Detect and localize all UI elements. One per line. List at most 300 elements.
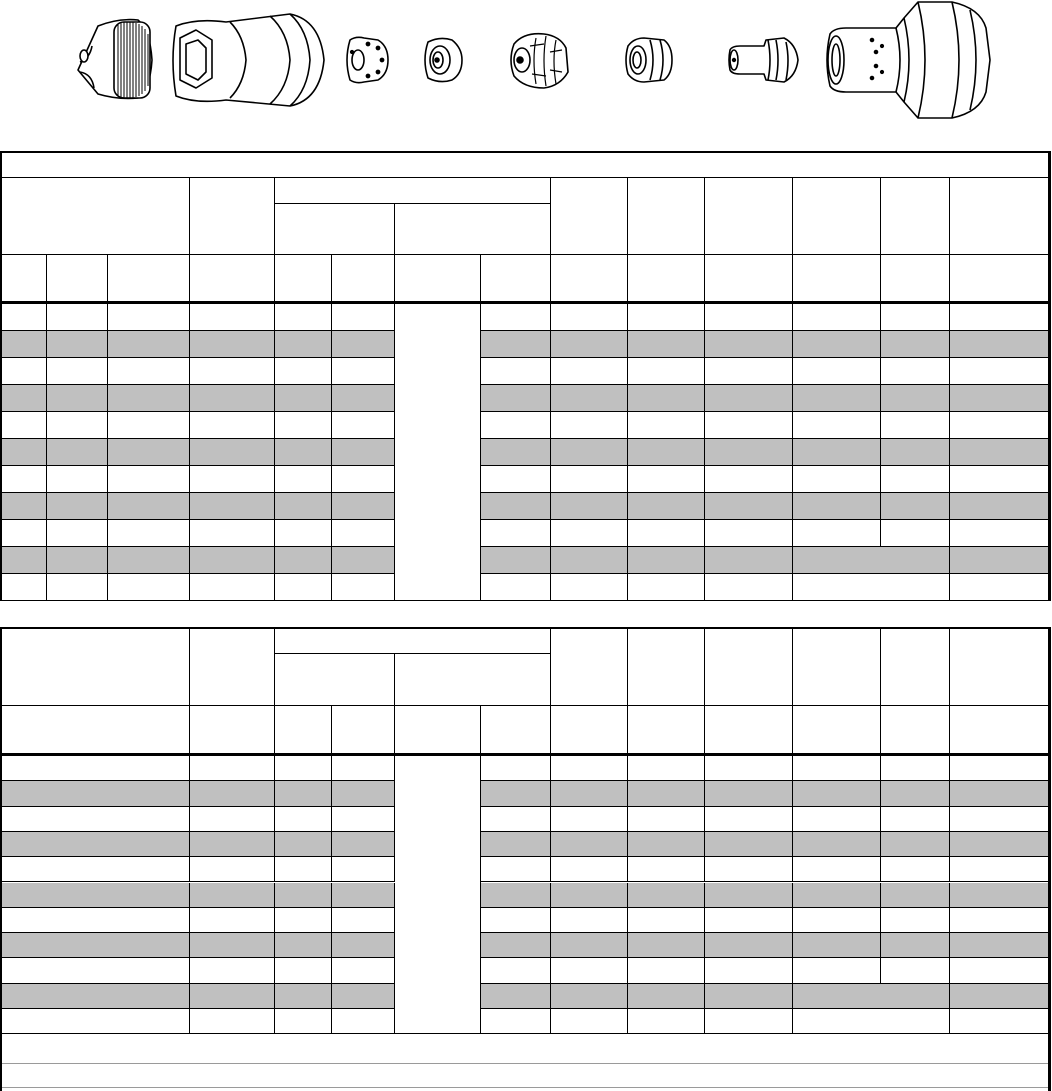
table-cell <box>793 574 950 601</box>
table-cell <box>793 908 881 933</box>
swirl-ring-part-icon <box>626 38 672 82</box>
retaining-cap-part-icon <box>173 14 324 106</box>
table-cell <box>551 958 628 983</box>
table-cell <box>332 807 395 832</box>
header-tall-cell <box>881 178 950 255</box>
table-cell <box>551 883 628 908</box>
table-cell <box>881 933 950 958</box>
footer-note <box>2 1064 1048 1088</box>
header-group-cell <box>190 178 275 255</box>
table-cell <box>47 331 108 358</box>
table-cell <box>108 520 190 547</box>
table-cell <box>108 493 190 520</box>
table-cell <box>793 781 881 806</box>
table-cell <box>950 412 1048 439</box>
table-cell <box>481 547 551 574</box>
header-unit-cell <box>332 706 395 756</box>
header-span-cell <box>275 629 551 654</box>
table-cell <box>108 547 190 574</box>
table-cell <box>950 1009 1048 1034</box>
header-unit-cell <box>881 255 950 304</box>
table-cell <box>481 908 551 933</box>
table-cell <box>108 439 190 466</box>
table-cell <box>275 520 332 547</box>
table-cell <box>47 304 108 331</box>
table-cell <box>628 857 705 882</box>
table-cell <box>190 958 275 983</box>
header-tall-cell <box>793 629 881 706</box>
table-cell <box>628 466 705 493</box>
table-cell <box>190 439 275 466</box>
header-unit-cell <box>108 255 190 304</box>
header-unit-cell <box>705 255 793 304</box>
table-cell <box>332 304 395 331</box>
table-cell <box>551 984 628 1009</box>
table-cell <box>275 439 332 466</box>
table-cell <box>950 756 1048 781</box>
shield-part-icon <box>78 20 152 99</box>
parts-illustration <box>0 0 1052 140</box>
table-cell <box>481 781 551 806</box>
header-unit-cell <box>793 706 881 756</box>
table-cell <box>332 781 395 806</box>
table-cell <box>793 385 881 412</box>
table-cell <box>881 832 950 857</box>
table-cell <box>881 520 950 547</box>
table-cell <box>2 547 47 574</box>
table-cell <box>2 908 190 933</box>
table-cell <box>481 807 551 832</box>
table-cell <box>551 466 628 493</box>
header-tall-cell <box>881 629 950 706</box>
header-unit-cell <box>628 255 705 304</box>
table-cell <box>705 832 793 857</box>
table-cell <box>190 807 275 832</box>
table-cell <box>275 304 332 331</box>
table-cell <box>551 807 628 832</box>
table-cell <box>2 883 190 908</box>
table-cell <box>950 331 1048 358</box>
table-cell <box>332 574 395 601</box>
table-cell <box>47 574 108 601</box>
table-cell <box>705 908 793 933</box>
table-cell <box>332 493 395 520</box>
table-cell <box>628 547 705 574</box>
table-cell <box>481 412 551 439</box>
table-cell <box>2 520 47 547</box>
table-cell <box>332 385 395 412</box>
table-cell <box>551 493 628 520</box>
table-cell <box>793 883 881 908</box>
table-cell <box>2 412 47 439</box>
table-cell <box>950 908 1048 933</box>
table-cell <box>481 304 551 331</box>
table-cell <box>705 574 793 601</box>
table-cell <box>628 781 705 806</box>
table-cell <box>950 933 1048 958</box>
table-cell <box>275 857 332 882</box>
table-cell <box>705 466 793 493</box>
table-cell <box>190 857 275 882</box>
table-cell <box>705 304 793 331</box>
header-unit-cell <box>551 706 628 756</box>
table-cell <box>190 781 275 806</box>
table-cell <box>793 933 881 958</box>
table-cell <box>628 756 705 781</box>
table-cell <box>190 933 275 958</box>
table-cell <box>332 908 395 933</box>
table-cell <box>275 331 332 358</box>
table-cell <box>275 958 332 983</box>
table-cell <box>793 493 881 520</box>
table-cell <box>2 439 47 466</box>
table-cell <box>275 1009 332 1034</box>
header-tall-cell <box>551 629 628 706</box>
table-cell <box>47 412 108 439</box>
table-cell <box>275 883 332 908</box>
table-cell <box>705 781 793 806</box>
table-cell <box>793 547 950 574</box>
torch-body-part-icon <box>827 2 990 118</box>
header-tall-cell <box>950 629 1048 706</box>
table-cell <box>2 466 47 493</box>
table-cell <box>190 358 275 385</box>
table-cell <box>881 857 950 882</box>
table-cell <box>793 520 881 547</box>
table-cell <box>275 493 332 520</box>
header-unit-cell <box>950 255 1048 304</box>
table-cell <box>332 958 395 983</box>
table-cell <box>108 574 190 601</box>
table-cell <box>332 520 395 547</box>
table-cell <box>881 331 950 358</box>
table-cell <box>332 358 395 385</box>
header-unit-cell <box>481 706 551 756</box>
table-cell <box>551 304 628 331</box>
table-title <box>2 153 1048 178</box>
table-cell <box>481 756 551 781</box>
table-cell <box>332 984 395 1009</box>
table-cell <box>793 439 881 466</box>
table-cell <box>47 547 108 574</box>
table-cell <box>275 781 332 806</box>
table-cell <box>881 358 950 385</box>
table-cell <box>628 958 705 983</box>
header-unit-cell <box>628 706 705 756</box>
table-cell <box>190 883 275 908</box>
table-cell <box>881 781 950 806</box>
nozzle-part-icon <box>511 34 568 88</box>
header-unit-cell <box>190 255 275 304</box>
table-cell <box>950 520 1048 547</box>
table-cell <box>190 574 275 601</box>
table-cell <box>793 857 881 882</box>
table-cell <box>332 412 395 439</box>
table-cell <box>793 466 881 493</box>
table-cell <box>275 412 332 439</box>
table-cell <box>47 466 108 493</box>
table-cell <box>47 439 108 466</box>
table-cell <box>628 574 705 601</box>
table-cell <box>793 984 950 1009</box>
table-merged-cell <box>395 304 481 601</box>
table-cell <box>881 412 950 439</box>
header-unit-cell <box>190 706 275 756</box>
table-cell <box>2 1009 190 1034</box>
table-cell <box>2 933 190 958</box>
table-cell <box>332 832 395 857</box>
table-cell <box>705 439 793 466</box>
table-cell <box>2 331 47 358</box>
header-unit-cell <box>950 706 1048 756</box>
table-cell <box>881 756 950 781</box>
table-cell <box>705 547 793 574</box>
header-sub-cell <box>395 204 551 255</box>
table-cell <box>628 331 705 358</box>
cut-chart-table-1 <box>0 151 1051 601</box>
table-cell <box>332 547 395 574</box>
table-cell <box>2 304 47 331</box>
table-cell <box>628 807 705 832</box>
table-cell <box>481 574 551 601</box>
header-unit-cell <box>395 255 481 304</box>
table-cell <box>332 1009 395 1034</box>
table-cell <box>950 466 1048 493</box>
table-cell <box>108 331 190 358</box>
table-cell <box>705 958 793 983</box>
table-cell <box>628 908 705 933</box>
table-cell <box>551 832 628 857</box>
table-cell <box>108 304 190 331</box>
cut-chart-table-2 <box>0 627 1051 1091</box>
table-cell <box>332 933 395 958</box>
table-cell <box>2 832 190 857</box>
table-cell <box>881 385 950 412</box>
table-cell <box>332 857 395 882</box>
table-cell <box>275 466 332 493</box>
table-cell <box>705 807 793 832</box>
table-cell <box>628 304 705 331</box>
table-cell <box>481 1009 551 1034</box>
table-cell <box>793 807 881 832</box>
table-cell <box>950 781 1048 806</box>
table-cell <box>628 984 705 1009</box>
table-cell <box>481 857 551 882</box>
table-cell <box>2 857 190 882</box>
table-cell <box>793 1009 950 1034</box>
table-cell <box>332 331 395 358</box>
table-cell <box>705 493 793 520</box>
table-cell <box>190 1009 275 1034</box>
table-cell <box>190 908 275 933</box>
table-cell <box>190 547 275 574</box>
header-unit-cell <box>2 706 190 756</box>
table-cell <box>950 832 1048 857</box>
table-cell <box>628 385 705 412</box>
table-cell <box>950 358 1048 385</box>
table-cell <box>793 832 881 857</box>
table-cell <box>793 958 881 983</box>
table-cell <box>2 574 47 601</box>
table-cell <box>551 756 628 781</box>
table-cell <box>950 984 1048 1009</box>
table-cell <box>881 908 950 933</box>
table-cell <box>950 439 1048 466</box>
header-unit-cell <box>881 706 950 756</box>
header-unit-cell <box>275 706 332 756</box>
table-cell <box>950 385 1048 412</box>
nozzle-retaining-part-icon <box>425 38 462 81</box>
header-unit-cell <box>332 255 395 304</box>
header-span-cell <box>275 178 551 204</box>
header-unit-cell <box>551 255 628 304</box>
table-cell <box>950 807 1048 832</box>
table-cell <box>950 493 1048 520</box>
table-cell <box>481 984 551 1009</box>
table-cell <box>628 520 705 547</box>
header-group-cell <box>190 629 275 706</box>
header-sub-cell <box>275 204 395 255</box>
table-cell <box>705 331 793 358</box>
table-cell <box>108 385 190 412</box>
table-cell <box>628 412 705 439</box>
table-cell <box>628 883 705 908</box>
table-cell <box>47 520 108 547</box>
table-cell <box>332 439 395 466</box>
table-cell <box>881 439 950 466</box>
table-cell <box>481 832 551 857</box>
table-cell <box>190 493 275 520</box>
table-cell <box>793 331 881 358</box>
table-cell <box>481 520 551 547</box>
table-cell <box>2 807 190 832</box>
header-tall-cell <box>705 178 793 255</box>
table-cell <box>551 908 628 933</box>
table-cell <box>275 984 332 1009</box>
table-cell <box>481 933 551 958</box>
table-cell <box>481 883 551 908</box>
table-cell <box>793 756 881 781</box>
table-cell <box>950 574 1048 601</box>
table-cell <box>551 385 628 412</box>
table-cell <box>705 520 793 547</box>
table-cell <box>628 933 705 958</box>
table-cell <box>551 1009 628 1034</box>
header-group-cell <box>2 178 190 255</box>
table-cell <box>705 984 793 1009</box>
table-cell <box>551 331 628 358</box>
table-cell <box>705 358 793 385</box>
table-cell <box>47 493 108 520</box>
table-cell <box>190 412 275 439</box>
table-cell <box>551 358 628 385</box>
header-unit-cell <box>705 706 793 756</box>
table-cell <box>481 385 551 412</box>
table-cell <box>190 304 275 331</box>
table-cell <box>190 385 275 412</box>
table-cell <box>2 493 47 520</box>
table-cell <box>332 883 395 908</box>
table-cell <box>481 958 551 983</box>
table-cell <box>628 358 705 385</box>
header-unit-cell <box>481 255 551 304</box>
table-cell <box>481 358 551 385</box>
table-cell <box>481 493 551 520</box>
table-cell <box>705 883 793 908</box>
header-sub-cell <box>275 654 395 706</box>
table-cell <box>2 385 47 412</box>
table-cell <box>2 781 190 806</box>
header-unit-cell <box>47 255 108 304</box>
table-cell <box>950 883 1048 908</box>
table-cell <box>705 1009 793 1034</box>
table-cell <box>108 466 190 493</box>
header-tall-cell <box>628 178 705 255</box>
table-cell <box>705 756 793 781</box>
table-cell <box>705 412 793 439</box>
table-cell <box>275 358 332 385</box>
table-cell <box>551 520 628 547</box>
table-cell <box>108 358 190 385</box>
header-unit-cell <box>2 255 47 304</box>
header-tall-cell <box>705 629 793 706</box>
table-cell <box>275 832 332 857</box>
header-tall-cell <box>950 178 1048 255</box>
table-cell <box>793 304 881 331</box>
table-cell <box>481 439 551 466</box>
table-cell <box>551 439 628 466</box>
table-cell <box>275 807 332 832</box>
table-cell <box>950 304 1048 331</box>
table-cell <box>628 439 705 466</box>
table-cell <box>275 574 332 601</box>
table-cell <box>881 466 950 493</box>
electrode-part-icon <box>729 38 798 82</box>
table-cell <box>551 547 628 574</box>
table-cell <box>628 493 705 520</box>
header-unit-cell <box>275 255 332 304</box>
header-unit-cell <box>395 706 481 756</box>
table-cell <box>275 756 332 781</box>
table-cell <box>481 331 551 358</box>
table-cell <box>551 933 628 958</box>
swirl-ring-small-part-icon <box>347 37 388 82</box>
table-cell <box>190 832 275 857</box>
table-cell <box>881 807 950 832</box>
table-cell <box>551 857 628 882</box>
header-group-cell <box>2 629 190 706</box>
footer-note <box>2 1040 1048 1064</box>
table-cell <box>108 412 190 439</box>
table-cell <box>2 358 47 385</box>
header-tall-cell <box>551 178 628 255</box>
table-cell <box>793 412 881 439</box>
table-cell <box>551 574 628 601</box>
table-cell <box>2 958 190 983</box>
table-cell <box>332 466 395 493</box>
table-cell <box>705 385 793 412</box>
table-cell <box>793 358 881 385</box>
table-cell <box>881 958 950 983</box>
table-cell <box>190 331 275 358</box>
table-cell <box>190 984 275 1009</box>
table-cell <box>275 385 332 412</box>
table-cell <box>190 756 275 781</box>
table-cell <box>950 857 1048 882</box>
table-cell <box>551 412 628 439</box>
table-cell <box>881 493 950 520</box>
table-cell <box>705 933 793 958</box>
